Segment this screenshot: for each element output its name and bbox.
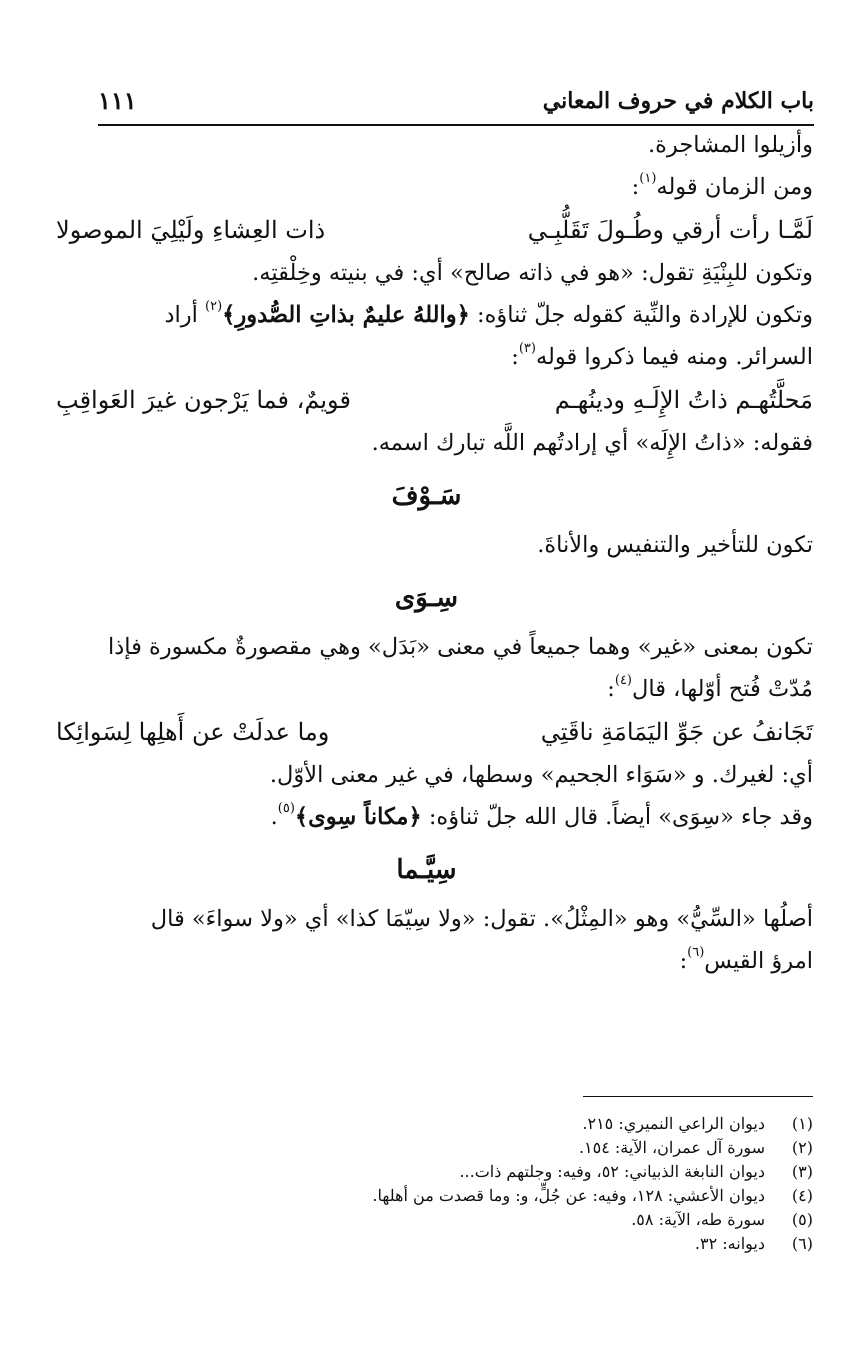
verse-second-hemistich: قويمٌ، فما يَرْجون غيرَ العَواقِبِ xyxy=(56,386,351,414)
text-line: ومن الزمان قوله$^{(١)}$: xyxy=(631,170,813,200)
section-heading: سَـوْفَ xyxy=(391,481,462,511)
footnote: (٦) ديوانه: ٣٢. xyxy=(694,1234,813,1253)
text-line: مُدّتْ فُتح أوّلها، قال$^{(٤)}$: xyxy=(607,672,813,702)
page-number: ١١١ xyxy=(98,86,137,115)
poetry-verse xyxy=(40,208,813,252)
verse-first-hemistich: تَجَانفُ عن جَوِّ اليَمَامَةِ ناقَتِي xyxy=(540,718,813,746)
footnote: (٥) سورة طه، الآية: ٥٨. xyxy=(631,1210,813,1229)
footnotes xyxy=(40,1112,813,1256)
verse-second-hemistich: ذات العِشاءِ ولَيْلِيَ الموصولا xyxy=(56,216,326,244)
footnote: (٢) سورة آل عمران، الآية: ١٥٤. xyxy=(578,1138,813,1157)
footnote-ref[interactable]: (٤) xyxy=(614,672,632,688)
footnote-ref[interactable]: (٥) xyxy=(277,800,295,816)
footnote-ref[interactable]: (١) xyxy=(639,170,657,186)
text-line: أي: لغيرك. و «سَوَاء الجحيم» وسطها، في غير معنى الأوّل. xyxy=(269,762,813,788)
text-line: أصلُها «السِّيُّ» وهو «المِثْلُ». تقول: «ولا سِيّمَا كذا» أي «ولا سواءَ» قال xyxy=(150,906,813,932)
footnote-divider xyxy=(583,1096,813,1097)
quran-quote: ﴿واللهُ عليمٌ بذاتِ الصُّدورِ﴾ xyxy=(222,302,470,328)
chapter-title: باب الكلام في حروف المعاني xyxy=(542,88,814,114)
text-line: تكون للتأخير والتنفيس والأناةَ. xyxy=(537,532,813,558)
footnote: (٤) ديوان الأعشي: ١٢٨، وفيه: عن جُلٍّ، و: وما قصدت من أهلها. xyxy=(372,1186,813,1205)
text-line: وقد جاء «سِوَى» أيضاً. قال الله جلّ ثناؤه: ﴿مكاناً سِوى﴾$^{(٥)}$. xyxy=(270,800,813,830)
text-line: السرائر. ومنه فيما ذكروا قوله$^{(٣)}$: xyxy=(511,340,813,370)
quran-quote: ﴿مكاناً سِوى﴾ xyxy=(294,804,422,830)
verse-first-hemistich: مَحلَّتُهـم ذاتُ الإِلَـهِ ودينُهـم xyxy=(554,386,813,414)
text-line: وأزيلوا المشاجرة. xyxy=(647,132,813,158)
section-heading: سِيَّـما xyxy=(396,855,457,885)
text-line: فقوله: «ذاتُ الإِلَه» أي إرادتُهم اللَّه تبارك اسمه. xyxy=(371,430,813,456)
footnote-ref[interactable]: (٢) xyxy=(205,298,223,314)
text-line: وتكون للبِنْيَةِ تقول: «هو في ذاته صالح» أي: في بنيته وخِلْقتِه. xyxy=(252,260,813,286)
footnote-ref[interactable]: (٦) xyxy=(687,944,705,960)
poetry-verse xyxy=(40,710,813,754)
text-line: تكون بمعنى «غير» وهما جميعاً في معنى «بَدَل» وهي مقصورةٌ مكسورة فإذا xyxy=(107,634,813,660)
verse-first-hemistich: لَمَّـا رأت أرقي وطُـولَ تَقَلُّبِـي xyxy=(527,216,813,244)
section-heading: سِـوَى xyxy=(394,583,459,613)
footnote: (١) ديوان الراعي النميري: ٢١٥. xyxy=(582,1114,813,1133)
main-text xyxy=(40,124,813,982)
text-line: وتكون للإرادة والنِّية كقوله جلّ ثناؤه: ﴿واللهُ عليمٌ بذاتِ الصُّدورِ﴾$^{(٢)}$ أراد xyxy=(164,298,813,328)
verse-second-hemistich: وما عدلَتْ عن أَهلِها لِسَوائِكا xyxy=(56,718,330,746)
poetry-verse xyxy=(40,378,813,422)
text-line: امرؤ القيس$^{(٦)}$: xyxy=(679,944,813,974)
footnote-ref[interactable]: (٣) xyxy=(518,340,536,356)
footnote: (٣) ديوان النابغة الذبياني: ٥٢، وفيه: وجلتهم ذات... xyxy=(459,1162,813,1181)
running-header xyxy=(98,84,814,126)
